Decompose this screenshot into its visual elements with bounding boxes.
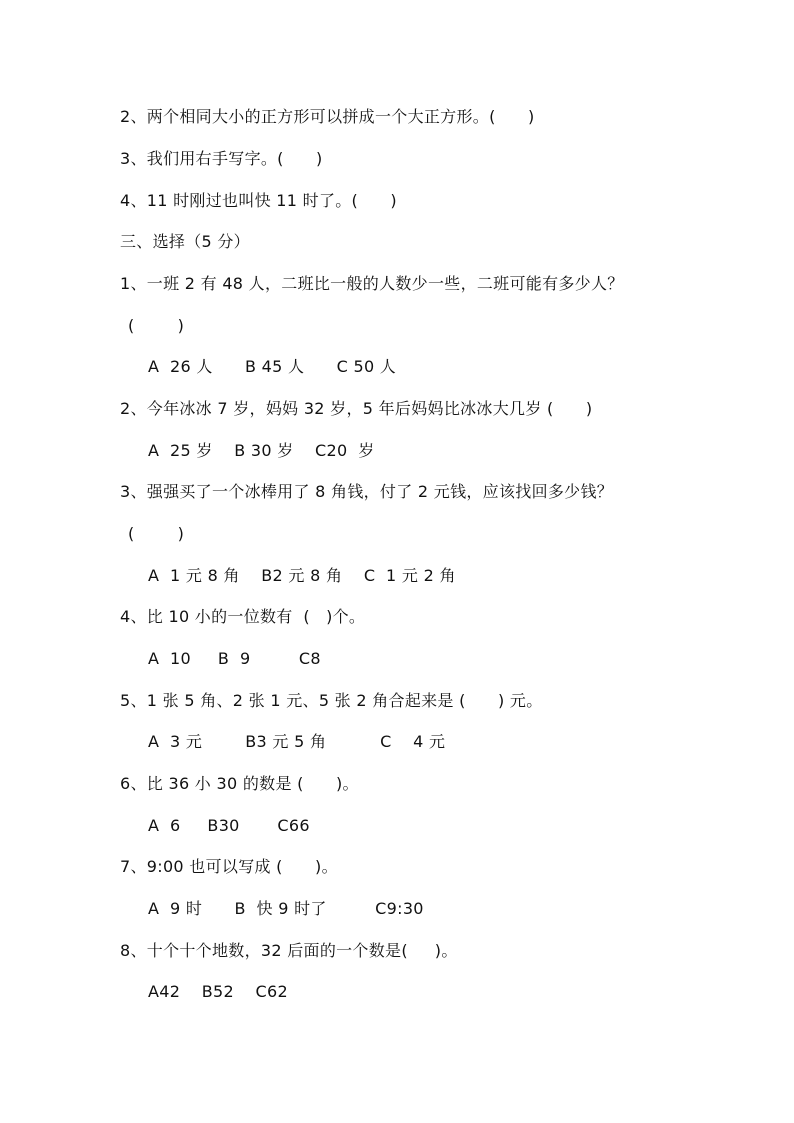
judge-question-2: 2、两个相同大小的正方形可以拼成一个大正方形。( ) — [120, 107, 535, 126]
judge-question-4: 4、11 时刚过也叫快 11 时了。( ) — [120, 191, 397, 210]
choice-question-5-options: A 3 元 B3 元 5 角 C 4 元 — [148, 732, 446, 751]
choice-question-7: 7、9:00 也可以写成 ( )。 — [120, 857, 338, 876]
choice-question-7-options: A 9 时 B 快 9 时了 C9:30 — [148, 899, 424, 918]
choice-question-8-options: A42 B52 C62 — [148, 982, 288, 1001]
choice-question-4: 4、比 10 小的一位数有 ( )个。 — [120, 607, 366, 626]
choice-question-4-options: A 10 B 9 C8 — [148, 649, 321, 668]
choice-question-3-answer-paren: ( ) — [128, 524, 185, 543]
choice-question-6: 6、比 36 小 30 的数是 ( )。 — [120, 774, 359, 793]
judge-question-3: 3、我们用右手写字。( ) — [120, 149, 323, 168]
choice-question-3: 3、强强买了一个冰棒用了 8 角钱，付了 2 元钱，应该找回多少钱？ — [120, 482, 614, 501]
section-title-choice: 三、选择（5 分） — [120, 232, 250, 251]
choice-question-3-options: A 1 元 8 角 B2 元 8 角 C 1 元 2 角 — [148, 566, 456, 585]
choice-question-8: 8、十个十个地数，32 后面的一个数是( )。 — [120, 941, 458, 960]
choice-question-6-options: A 6 B30 C66 — [148, 816, 310, 835]
choice-question-1-options: A 26 人 B 45 人 C 50 人 — [148, 357, 397, 376]
choice-question-5: 5、1 张 5 角、2 张 1 元、5 张 2 角合起来是 ( ) 元。 — [120, 691, 543, 710]
choice-question-1-answer-paren: ( ) — [128, 316, 185, 335]
choice-question-1: 1、一班 2 有 48 人，二班比一般的人数少一些，二班可能有多少人？ — [120, 274, 624, 293]
choice-question-2-options: A 25 岁 B 30 岁 C20 岁 — [148, 441, 375, 460]
choice-question-2: 2、今年冰冰 7 岁，妈妈 32 岁，5 年后妈妈比冰冰大几岁 ( ) — [120, 399, 593, 418]
